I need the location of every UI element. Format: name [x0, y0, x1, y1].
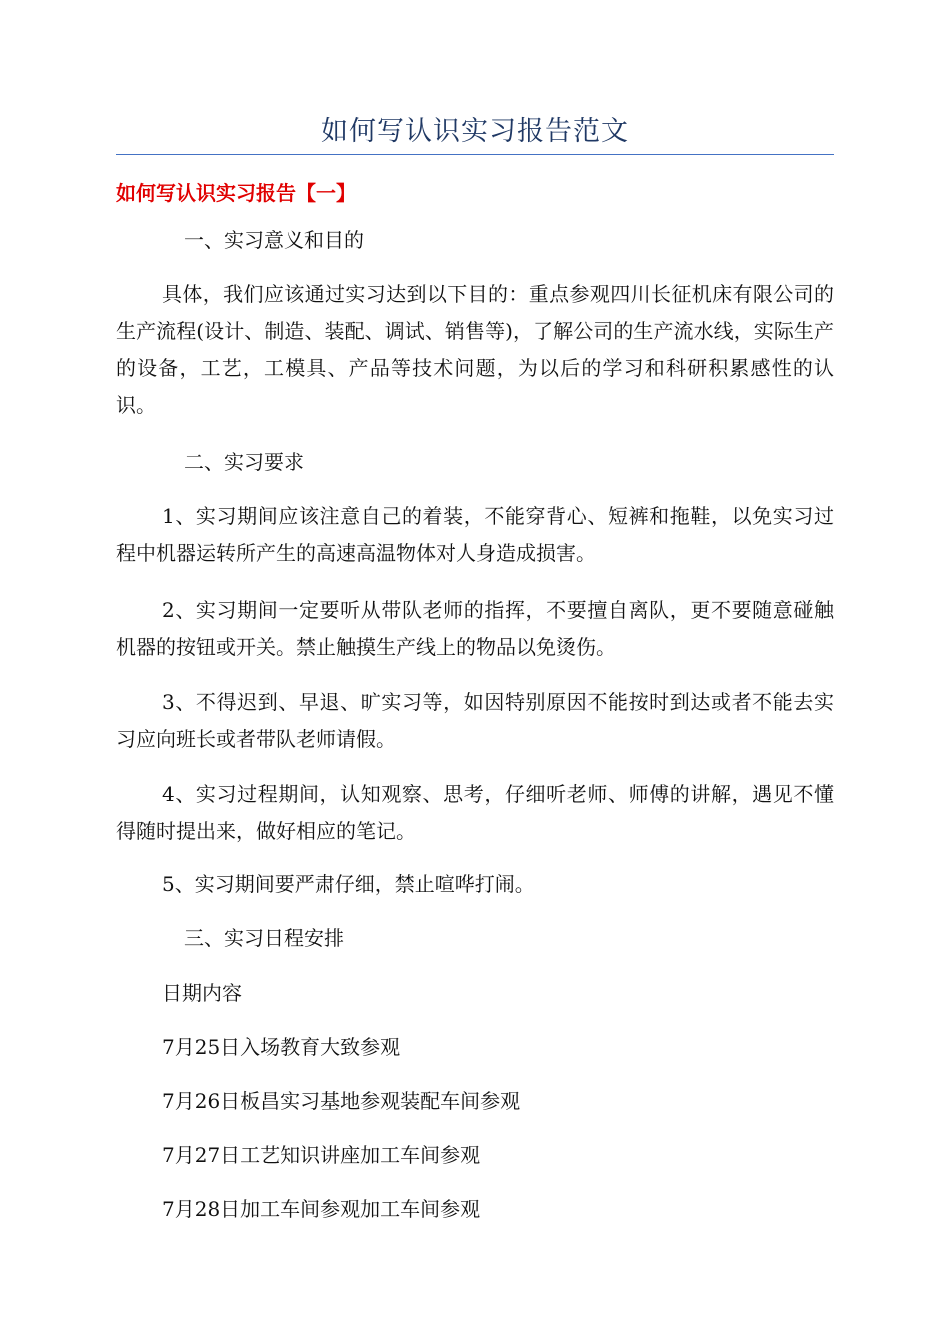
schedule-item: 7月26日板昌实习基地参观装配车间参观 [162, 1089, 521, 1113]
requirement-4: 4、实习过程期间，认知观察、思考，仔细听老师、师傅的讲解，遇见不懂得随时提出来，做好相应的笔记。 [116, 782, 834, 843]
requirement-1: 1、实习期间应该注意自己的着装，不能穿背心、短裤和拖鞋，以免实习过程中机器运转所产生的高速高温物体对人身造成损害。 [116, 504, 834, 565]
schedule-header: 日期内容 [162, 981, 242, 1005]
subheading-schedule: 三、实习日程安排 [184, 926, 344, 950]
title-divider [116, 154, 834, 155]
document-title: 如何写认识实习报告范文 [321, 116, 629, 147]
schedule-item: 7月25日入场教育大致参观 [162, 1035, 401, 1059]
requirement-3: 3、不得迟到、早退、旷实习等，如因特别原因不能按时到达或者不能去实习应向班长或者带队老师请假。 [116, 690, 834, 751]
paragraph-purpose: 具体，我们应该通过实习达到以下目的：重点参观四川长征机床有限公司的生产流程(设计、制造、装配、调试、销售等)，了解公司的生产流水线，实际生产的设备，工艺，工模具、产品等技术问题，为以后的学习和科研积累感性的认识。 [116, 282, 834, 417]
schedule-item: 7月27日工艺知识讲座加工车间参观 [162, 1143, 481, 1167]
schedule-item: 7月28日加工车间参观加工车间参观 [162, 1197, 481, 1221]
subheading-requirements: 二、实习要求 [184, 450, 304, 474]
subheading-purpose: 一、实习意义和目的 [184, 228, 364, 252]
section-heading: 如何写认识实习报告【一】 [116, 181, 356, 205]
requirement-5: 5、实习期间要严肃仔细，禁止喧哗打闹。 [162, 872, 535, 896]
requirement-2: 2、实习期间一定要听从带队老师的指挥，不要擅自离队，更不要随意碰触机器的按钮或开关。禁止触摸生产线上的物品以免烫伤。 [116, 598, 834, 659]
